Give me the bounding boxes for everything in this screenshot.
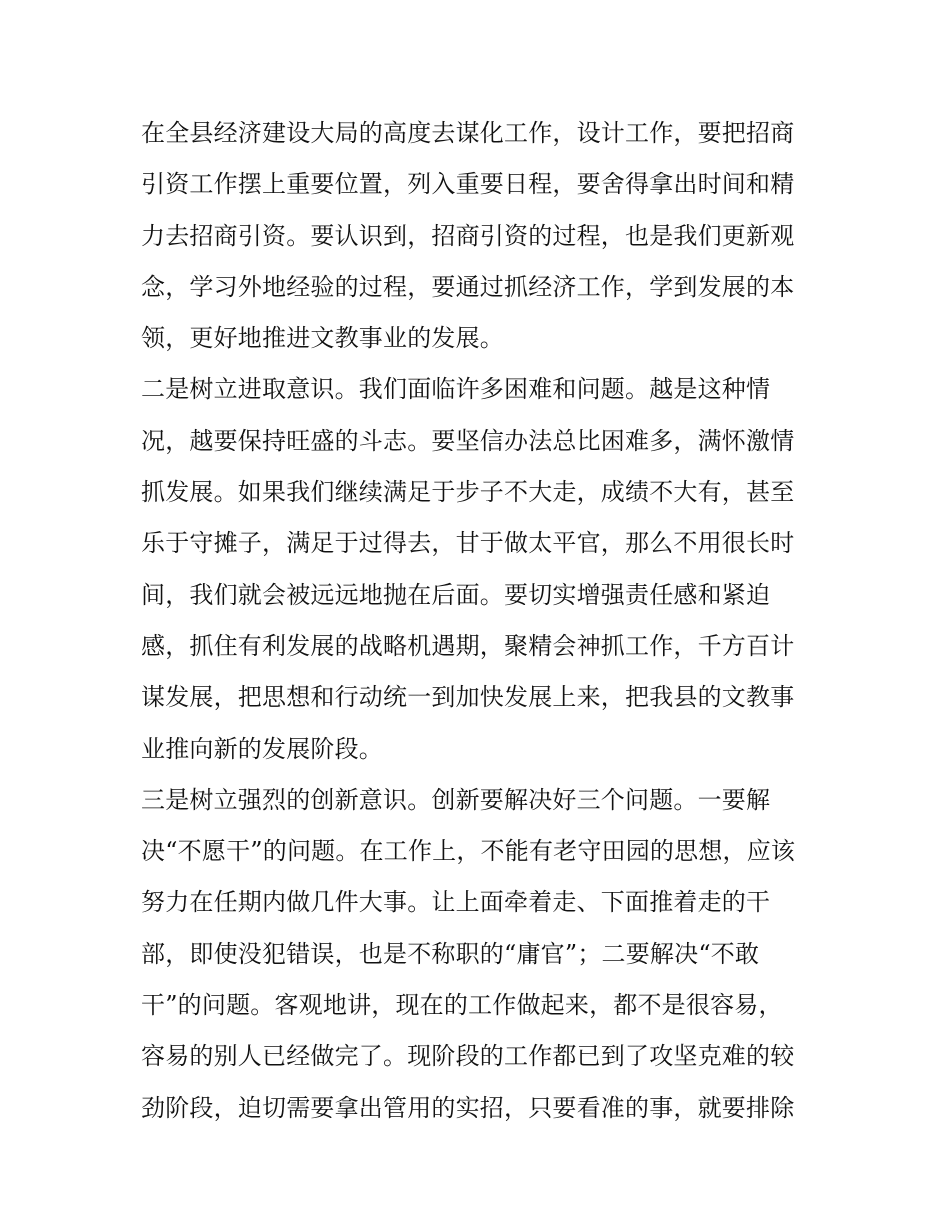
text-line: 力去招商引资。要认识到，招商引资的过程，也是我们更新观: [141, 221, 795, 250]
text-line: 干”的问题。客观地讲，现在的工作做起来，都不是很容易，: [141, 991, 783, 1020]
text-line: 乐于守摊子，满足于过得去，甘于做太平官，那么不用很长时: [141, 529, 795, 558]
text-line: 业推向新的发展阶段。: [141, 734, 383, 763]
document-body: [141, 108, 821, 1134]
text-line: 二是树立进取意识。我们面临许多困难和问题。越是这种情: [141, 375, 771, 404]
text-line: 容易的别人已经做完了。现阶段的工作都已到了攻坚克难的较: [141, 1042, 795, 1071]
text-line: 努力在任期内做几件大事。让上面牵着走、下面推着走的干: [141, 888, 771, 917]
text-line: 劲阶段，迫切需要拿出管用的实招，只要看准的事，就要排除: [141, 1093, 795, 1122]
text-line: 谋发展，把思想和行动统一到加快发展上来，把我县的文教事: [141, 683, 795, 712]
text-line: 引资工作摆上重要位置，列入重要日程，要舍得拿出时间和精: [141, 170, 795, 199]
text-line: 领，更好地推进文教事业的发展。: [141, 324, 504, 353]
text-line: 况，越要保持旺盛的斗志。要坚信办法总比困难多，满怀激情: [141, 426, 795, 455]
text-line: 决“不愿干”的问题。在工作上，不能有老守田园的思想，应该: [141, 837, 796, 866]
text-line: 间，我们就会被远远地抛在后面。要切实增强责任感和紧迫: [141, 580, 771, 609]
text-line: 念，学习外地经验的过程，要通过抓经济工作，学到发展的本: [141, 272, 795, 301]
text-line: 抓发展。如果我们继续满足于步子不大走，成绩不大有，甚至: [141, 478, 795, 507]
text-line: 三是树立强烈的创新意识。创新要解决好三个问题。一要解: [141, 785, 771, 814]
text-line: 在全县经济建设大局的高度去谋化工作，设计工作，要把招商: [141, 119, 795, 147]
text-line: 部，即使没犯错误，也是不称职的“庸官”；二要解决“不敢: [141, 939, 760, 968]
text-line: 感，抓住有利发展的战略机遇期，聚精会神抓工作，千方百计: [141, 631, 795, 660]
